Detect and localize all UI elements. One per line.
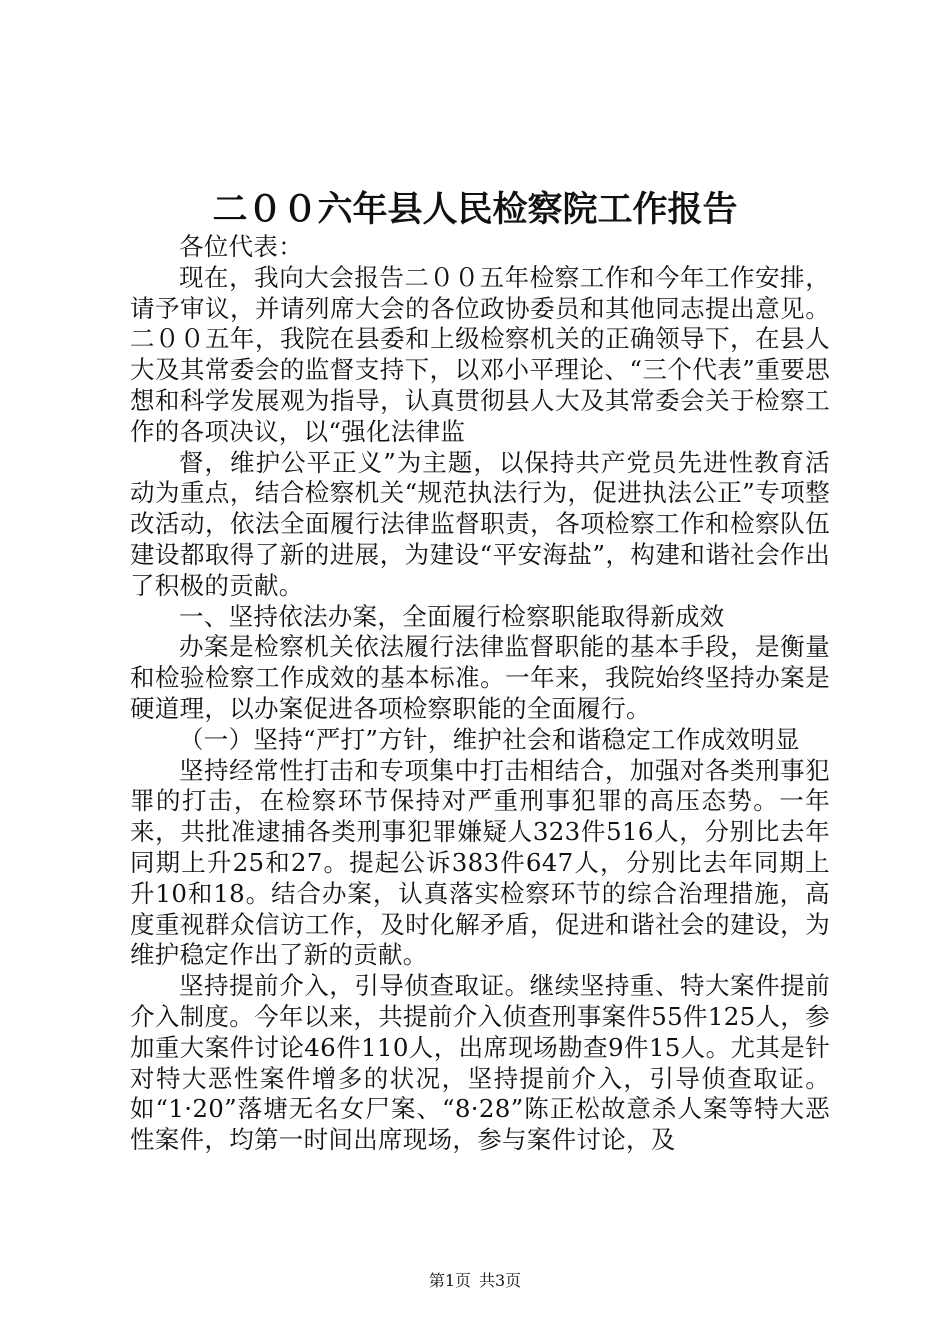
document-body <box>130 232 830 1156</box>
section-heading: 一、坚持依法办案，全面履行检察职能取得新成效 <box>179 601 725 631</box>
body-paragraph: 督，维护公平正义”为主题，以保持共产党员先进性教育活动为重点，结合检察机关“规范执法行为，促进执法公正”专项整改活动，依法全面履行法律监督职责，各项检察工作和检察队伍建设都取得了新的进展，为建设“平安海盐”，构建和谐社会作出了积极的贡献。 <box>130 447 830 600</box>
body-paragraph: 坚持经常性打击和专项集中打击相结合，加强对各类刑事犯罪的打击，在检察环节保持对严重刑事犯罪的高压态势。一年来，共批准逮捕各类刑事犯罪嫌疑人323件516人，分别比去年同期上升25和27。提起公诉383件647人，分别比去年同期上升10和18。结合办案，认真落实检察环节的综合治理措施，高度重视群众信访工作，及时化解矛盾，促进和谐社会的建设，为维护稳定作出了新的贡献。 <box>130 755 830 970</box>
page-number: 第1页 <box>428 1271 471 1290</box>
page-total: 共3页 <box>479 1271 522 1290</box>
body-paragraph: 办案是检察机关依法履行法律监督职能的基本手段，是衡量和检验检察工作成效的基本标准。一年来，我院始终坚持办案是硬道理，以办案促进各项检察职能的全面履行。 <box>130 632 830 723</box>
subsection-heading: （一）坚持“严打”方针，维护社会和谐稳定工作成效明显 <box>179 724 800 754</box>
page-footer <box>0 1270 950 1292</box>
document-title: 二００六年县人民检察院工作报告 <box>212 189 738 230</box>
body-paragraph: 现在，我向大会报告二００五年检察工作和今年工作安排，请予审议，并请列席大会的各位政协委员和其他同志提出意见。二００五年，我院在县委和上级检察机关的正确领导下，在县人大及其常委会的监督支持下，以邓小平理论、“三个代表”重要思想和科学发展观为指导，认真贯彻县人大及其常委会关于检察工作的各项决议，以“强化法律监 <box>130 262 830 446</box>
salutation-paragraph: 各位代表： <box>179 232 303 261</box>
body-paragraph: 坚持提前介入，引导侦查取证。继续坚持重、特大案件提前介入制度。今年以来，共提前介入侦查刑事案件55件125人，参加重大案件讨论46件110人，出席现场勘查9件15人。尤其是针对特大恶性案件增多的状况，坚持提前介入，引导侦查取证。如“1·20”落塘无名女尸案、“8·28”陈正松故意杀人案等特大恶性案件，均第一时间出席现场，参与案件讨论，及 <box>130 971 830 1155</box>
